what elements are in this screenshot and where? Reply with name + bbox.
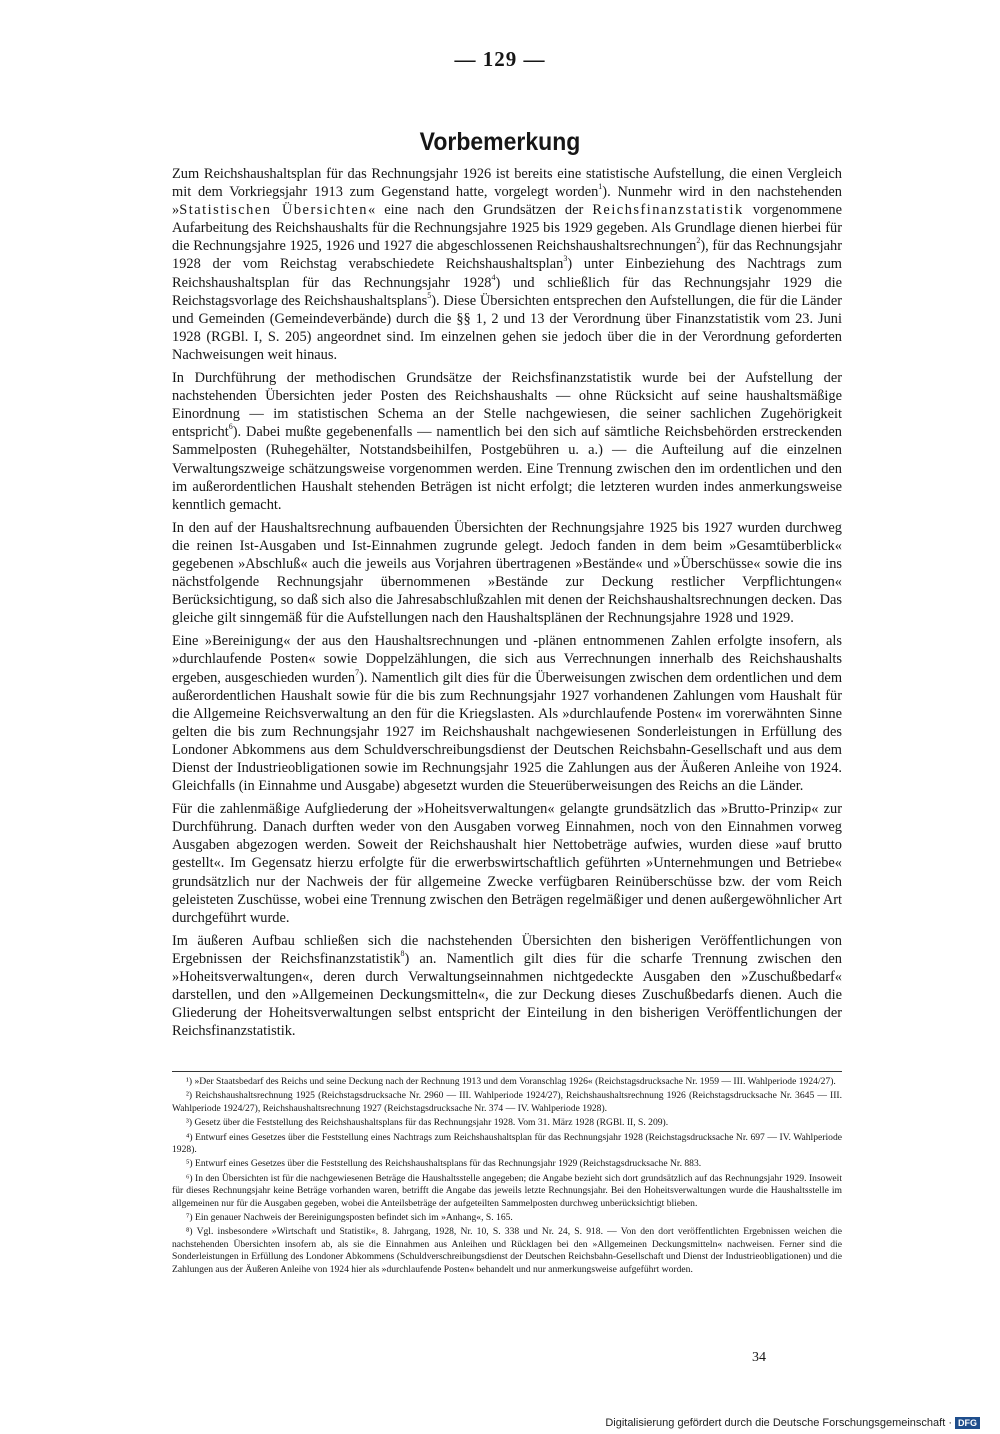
dfg-logo: DFG	[955, 1417, 980, 1429]
paragraph-1: Zum Reichshaushaltsplan für das Rechnungsjahr 1926 ist bereits eine statistische Aufstellung, die einen Vergleich mit dem Vorkriegsjahr 1913 zum Gegenstand hatte, vorgelegt worden$^1$). Nunmehr wird in den nachstehenden »Statistischen Übersichten« eine nach den Grundsätzen der Reichsfinanzstatistik vorgenommene Aufarbeitung des Reichshaushalts für die Rechnungsjahre 1925 bis 1929 gegeben. Als Grundlage dienen hierbei für die Rechnungsjahre 1925, 1926 und 1927 die abgeschlossenen Reichshaushaltsrechnungen$^2$), für das Rechnungsjahr 1928 der vom Reichstag verabschiedete Reichshaushaltsplan$^3$) unter Einbeziehung des Nachtrags zum Reichshaushaltsplan für das Rechnungsjahr 1928$^4$) und schließlich für das Rechnungsjahr 1929 die Reichstagsvorlage des Reichshaushaltsplans$^5$). Diese Übersichten entsprechen den Aufstellungen, die für die Länder und Gemeinden (Gemeindeverbände) durch die §§ 1, 2 und 13 der Verordnung über Finanzstatistik vom 23. Juni 1928 (RGBl. I, S. 205) angeordnet sind. Im einzelnen gehen sie jedoch über die in der Verordnung geforderten Nachweisungen weit hinaus.	[172, 166, 843, 363]
footer-text: Digitalisierung gefördert durch die Deutsche Forschungsgemeinschaft ·	[605, 1417, 952, 1429]
footnote: ⁷) Ein genauer Nachweis der Bereinigungsposten befindet sich im »Anhang«, S. 165.	[186, 1212, 513, 1224]
footnote: ²) Reichshaushaltsrechnung 1925 (Reichstagsdrucksache Nr. 2960 — III. Wahlperiode 1924/27), Reichshaushaltsrechnung 1926 (Reichstagsdrucksache Nr. 3645 — III. Wahlperiode 1924/27), Reichshaushaltsrechnung 1927 (Reichstagsdrucksache Nr. 374 — IV. Wahlperiode 1928).	[172, 1090, 843, 1114]
body-text	[172, 165, 842, 1045]
footnotes	[172, 1076, 842, 1278]
digitization-footer	[0, 1417, 980, 1429]
page-number: — 129 —	[454, 47, 546, 71]
paragraph-6: Im äußeren Aufbau schließen sich die nachstehenden Übersichten den bisherigen Veröffentlichungen von Ergebnissen der Reichsfinanzstatistik$^8$) an. Namentlich gilt dies für die scharfe Trennung zwischen den »Hoheitsverwaltungen«, deren durch Verwaltungseinnahmen nichtgedeckte Ausgaben den »Zuschußbedarf« darstellen, und den »Allgemeinen Deckungsmitteln«, die zur Deckung dieses Zuschußbedarfs dienen. Auch die Gliederung der Hoheitsverwaltungen selbst entspricht der Einteilung in den bisherigen Veröffentlichungen der Reichsfinanzstatistik.	[172, 932, 843, 1040]
footnote-divider	[172, 1071, 842, 1072]
paragraph-2: In Durchführung der methodischen Grundsätze der Reichsfinanzstatistik wurde bei der Aufstellung der nachstehenden Übersichten jeder Posten des Reichshaushalts — ohne Rücksicht auf seine haushaltsmäßige Einordnung — im statistischen Schema an der Stelle nachgewiesen, die seiner sachlichen Zugehörigkeit entspricht$^6$). Dabei mußte gegebenenfalls — namentlich bei den sich auf sämtliche Reichsbehörden erstreckenden Sammelposten (Ruhegehälter, Notstandsbeihilfen, Postgebühren u. a.) — die Aufteilung auf die einzelnen Verwaltungszweige schätzungsweise vorgenommen werden. Eine Trennung zwischen den im ordentlichen und den im außerordentlichen Haushalt stehenden Beträgen ist nicht erfolgt; die letzteren wurden indes anmerkungsweise kenntlich gemacht.	[172, 370, 842, 513]
footnote: ⁴) Entwurf eines Gesetzes über die Feststellung eines Nachtrags zum Reichshaushaltsplan für das Rechnungsjahr 1928 (Reichstagsdrucksache Nr. 697 — IV. Wahlperiode 1928).	[172, 1131, 842, 1156]
footnote: ³) Gesetz über die Feststellung des Reichshaushaltsplans für das Rechnungsjahr 1928. Vom 31. März 1928 (RGBl. II, S. 209).	[186, 1117, 669, 1129]
paragraph-3: In den auf der Haushaltsrechnung aufbauenden Übersichten der Rechnungsjahre 1925 bis 1927 wurden durchweg die reinen Ist-Ausgaben und Ist-Einnahmen zugrunde gelegt. Jedoch fanden in dem beim »Gesamtüberblick« gegebenen »Abschluß« auch die jeweils aus Vorjahren übertragenen »Bestände« und »Überschüsse« sowie die ins nächstfolgende Rechnungsjahr übernommenen »Bestände zur Deckung restlicher Verpflichtungen« Berücksichtigung, so daß sich also die Jahresabschlußzahlen mit denen der Reichshaushaltsrechnungen decken. Das gleiche gilt sinngemäß für die Aufstellungen nach den Haushaltsplänen der Rechnungsjahre 1928 und 1929.	[172, 519, 842, 627]
footnote: ⁸) Vgl. insbesondere »Wirtschaft und Statistik«, 8. Jahrgang, 1928, Nr. 10, S. 338 und Nr. 24, S. 918. — Von den dort veröffentlichten Ergebnissen weichen die nachstehenden Übersichten insofern ab, als sie die Einnahmen aus Anleihen und Rücklagen bei den »Allgemeinen Deckungsmitteln« nachweisen. Ferner sind die Sonderleistungen in Erfüllung des Londoner Abkommens (Schuldverschreibungsdienst der Deutschen Reichsbahn-Gesellschaft und Dienst der Industrieobligationen) und die Zahlungen aus der Äußeren Anleihe von 1924 hier als »durchlaufende Posten« behandelt und nur anmerkungsweise aufgeführt worden.	[172, 1226, 842, 1275]
paragraph-4: Eine »Bereinigung« der aus den Haushaltsrechnungen und -plänen entnommenen Zahlen erfolgte insofern, als »durchlaufende Posten« sowie Doppelzählungen, die sich aus Verrechnungen innerhalb des Reichshaushalts ergeben, ausgeschieden wurden$^7$). Namentlich gilt dies für die Überweisungen zwischen dem ordentlichen und dem außerordentlichen Haushalt sowie für die bis zum Rechnungsjahr 1927 vorhandenen Zahlungen vom Haushalt für die Allgemeine Reichsverwaltung an den für die Kriegslasten. Als »durchlaufende Posten« im vorerwähnten Sinne gelten die bis zum Rechnungsjahr 1927 im Reichshaushalt nachgewiesenen Sonderleistungen in Erfüllung des Londoner Abkommens aus dem Schuldverschreibungsdienst der Deutschen Reichsbahn-Gesellschaft und aus dem Dienst der Industrieobligationen sowie im Rechnungsjahr 1925 die Zahlungen aus der Äußeren Anleihe von 1924. Gleichfalls (in Einnahme und Ausgabe) abgesetzt wurden die Steuerüberweisungen des Reichs an die Länder.	[172, 633, 843, 795]
paragraph-5: Für die zahlenmäßige Aufgliederung der »Hoheitsverwaltungen« gelangte grundsätzlich das »Brutto-Prinzip« zur Durchführung. Danach durften weder von den Ausgaben vorweg Einnahmen, noch von den Einnahmen vorweg Ausgaben abgezogen werden. Soweit der Reichshaushalt hier Nettobeträge aufwies, wurden diese »auf brutto gestellt«. Im Gegensatz hierzu erfolgte für die erwerbswirtschaftlich geführten »Unternehmungen und Betriebe« grundsätzlich nur der Nachweis der für allgemeine Zwecke verfügbaren Reinüberschüsse bzw. der vom Reich geleisteten Zuschüsse, wobei eine Trennung zwischen den Beträgen regelmäßiger und denen außergewöhnlicher Art durchgeführt wurde.	[172, 801, 842, 926]
footnote: ⁶) In den Übersichten ist für die nachgewiesenen Beträge die Haushaltsstelle angegeben; die Angabe bezieht sich dort grundsätzlich auf das Rechnungsjahr 1929. Insoweit für dieses Rechnungsjahr keine Beträge vorhanden waren, betrifft die Angabe das jeweils letzte Rechnungsjahr. Bei den Hoheitsverwaltungen wurde die Haushaltsstelle im allgemeinen nur für die Ausgaben gegeben, wobei die Anteilsbeträge der aufgeteilten Sammelposten durchweg unberücksichtigt blieben.	[172, 1172, 842, 1209]
footnote: ¹) »Der Staatsbedarf des Reichs und seine Deckung nach der Rechnung 1913 und dem Voranschlag 1926« (Reichstagsdrucksache Nr. 1959 — III. Wahlperiode 1924/27).	[186, 1076, 836, 1087]
footnote: ⁵) Entwurf eines Gesetzes über die Feststellung des Reichshaushaltsplans für das Rechnungsjahr 1929 (Reichstagsdrucksache Nr. 883.	[186, 1158, 702, 1170]
page-title: Vorbemerkung	[419, 128, 581, 156]
statistics-page-number: 34	[752, 1350, 766, 1365]
